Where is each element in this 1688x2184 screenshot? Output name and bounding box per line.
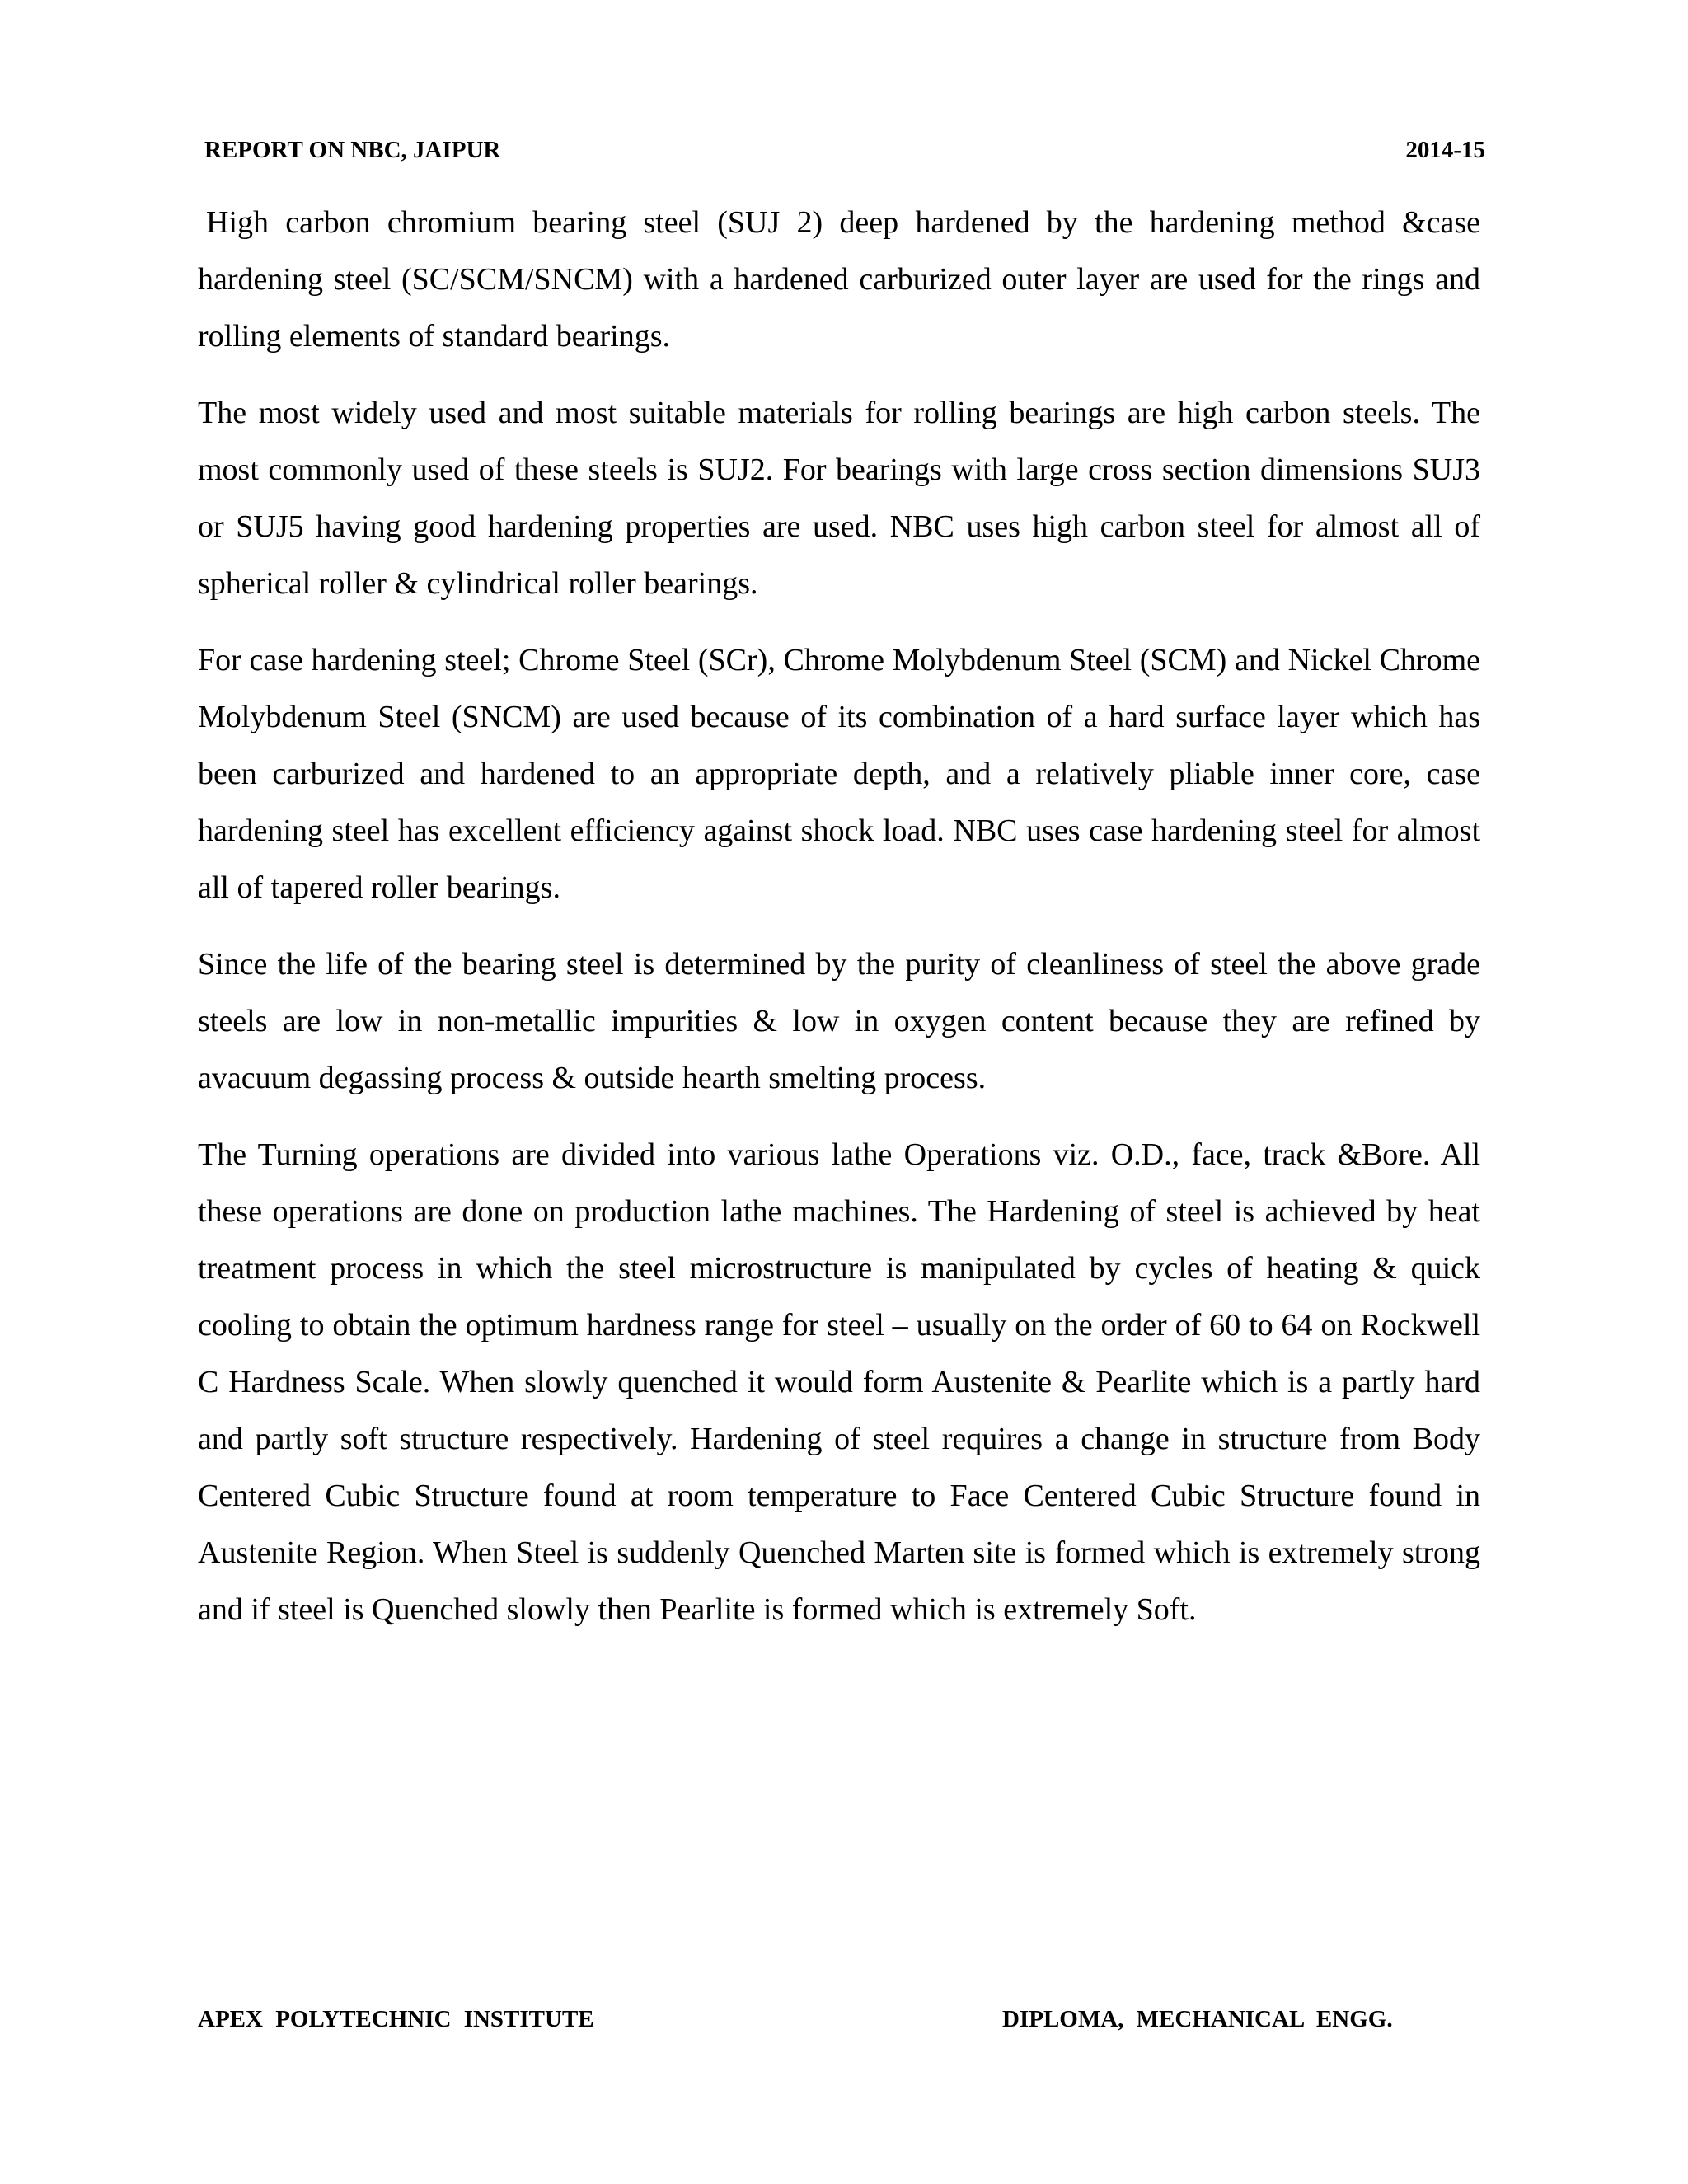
paragraph-case-hardening: For case hardening steel; Chrome Steel (SCr), Chrome Molybdenum Steel (SCM) and Nickel Chrome Molybdenum Steel (SNCM) are used because of its combination of a hard surface layer which has been carburized and hardened to an appropriate depth, and a relatively pliable inner core, case hardening steel has excellent efficiency against shock load. NBC uses case hardening steel for almost all of tapered roller bearings. bbox=[198, 643, 1480, 905]
paragraph-high-carbon-steels: The most widely used and most suitable materials for rolling bearings are high carbon steels. The most commonly used of these steels is SUJ2. For bearings with large cross section dimensions SUJ3 or SUJ5 having good hardening properties are used. NBC uses high carbon steel for almost all of spherical roller & cylindrical roller bearings. bbox=[198, 396, 1480, 601]
header-report-title: REPORT ON NBC, JAIPUR bbox=[204, 137, 501, 163]
report-body bbox=[198, 194, 1480, 1658]
footer-institute: APEX POLYTECHNIC INSTITUTE bbox=[198, 2006, 594, 2032]
paragraph-bearing-steel: High carbon chromium bearing steel (SUJ 2) deep hardened by the hardening method &case hardening steel (SC/SCM/SNCM) with a hardened carburized outer layer are used for the rings and rolling elements of standard bearings. bbox=[198, 205, 1480, 354]
page-footer bbox=[198, 2006, 1434, 2039]
paragraph-steel-purity: Since the life of the bearing steel is determined by the purity of cleanliness of steel the above grade steels are low in non-metallic impurities & low in oxygen content because they are refined by avacuum degassing process & outside hearth smelting process. bbox=[198, 947, 1480, 1095]
page-header bbox=[204, 137, 1485, 170]
paragraph-turning-hardening: The Turning operations are divided into various lathe Operations viz. O.D., face, track &Bore. All these operations are done on production lathe machines. The Hardening of steel is achieved by heat treatment process in which the steel microstructure is manipulated by cycles of heating & quick cooling to obtain the optimum hardness range for steel – usually on the order of 60 to 64 on Rockwell C Hardness Scale. When slowly quenched it would form Austenite & Pearlite which is a partly hard and partly soft structure respectively. Hardening of steel requires a change in structure from Body Centered Cubic Structure found at room temperature to Face Centered Cubic Structure found in Austenite Region. When Steel is suddenly Quenched Marten site is formed which is extremely strong and if steel is Quenched slowly then Pearlite is formed which is extremely Soft. bbox=[198, 1137, 1480, 1627]
footer-course: DIPLOMA, MECHANICAL ENGG. bbox=[1002, 2006, 1393, 2032]
header-year: 2014-15 bbox=[1405, 137, 1485, 163]
